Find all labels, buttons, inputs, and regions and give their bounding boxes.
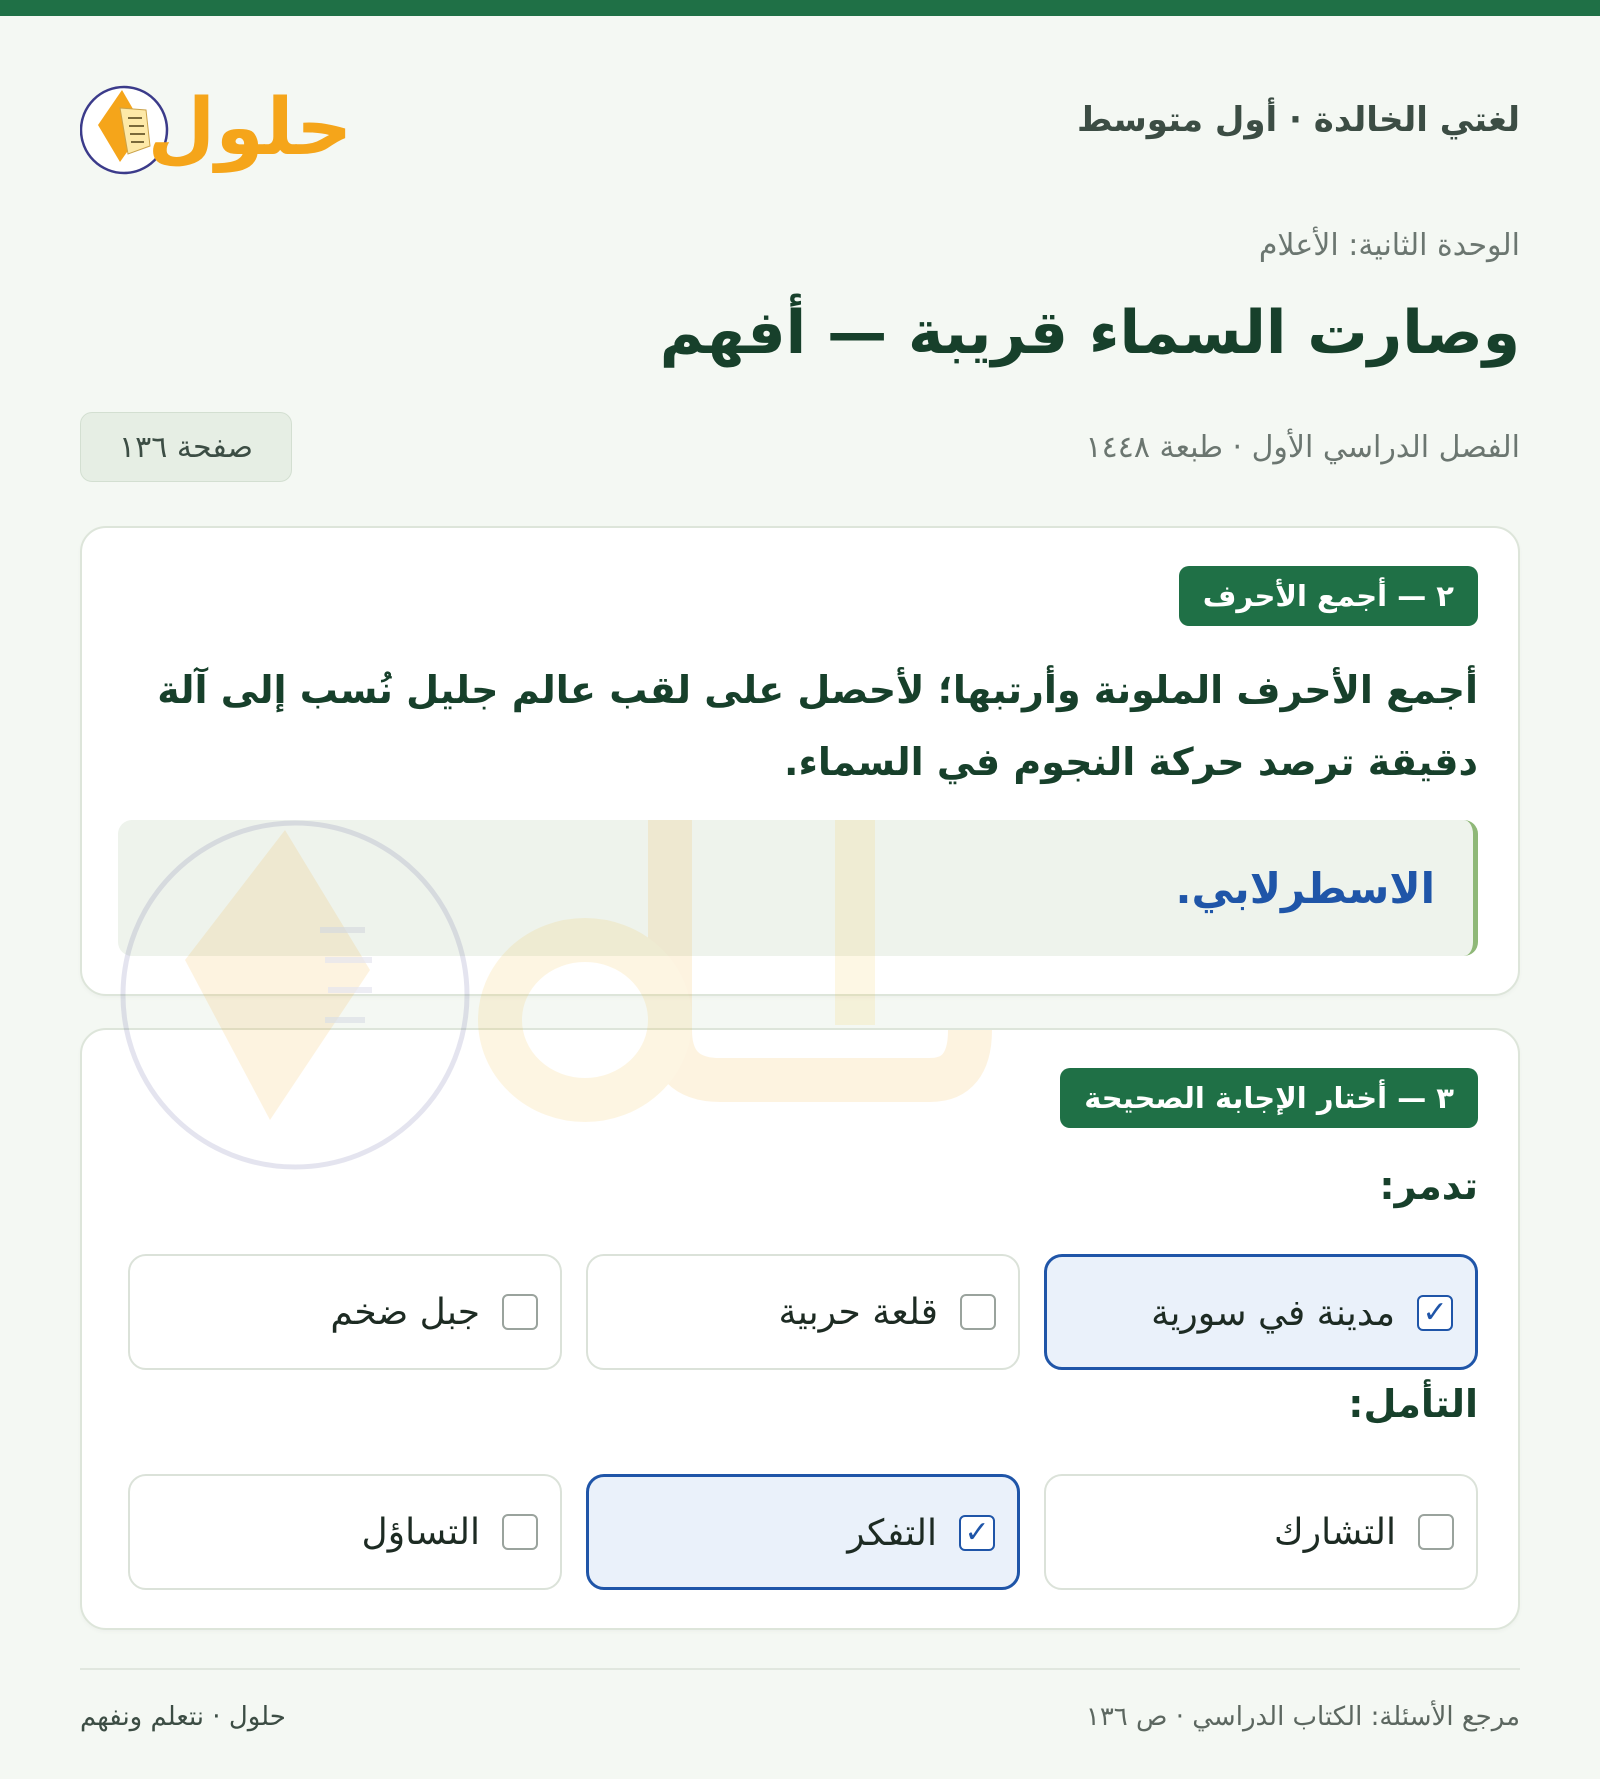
option-label: التساؤل (361, 1512, 480, 1553)
top-accent-bar (0, 0, 1600, 16)
question-2-badge: ٢ — أجمع الأحرف (1179, 566, 1478, 626)
book-title: لغتي الخالدة · أول متوسط (1076, 100, 1520, 140)
answer-box (118, 820, 1478, 956)
question-3-card (80, 1028, 1520, 1630)
option-label: التفكر (847, 1513, 937, 1554)
page-number-badge: صفحة ١٣٦ (80, 412, 292, 482)
checkbox-checked-icon[interactable]: ✓ (1417, 1295, 1453, 1331)
option-sharing[interactable] (1044, 1474, 1478, 1590)
option-huge-mountain[interactable] (128, 1254, 562, 1370)
answer-text: الاسطرلابي. (1175, 864, 1435, 913)
sub-question-word: تدمر: (1379, 1164, 1478, 1208)
question-2-card (80, 526, 1520, 996)
hulul-logo (80, 70, 360, 180)
footer-divider (80, 1668, 1520, 1670)
option-questioning[interactable] (128, 1474, 562, 1590)
logo-wordmark: حلول (147, 83, 353, 173)
option-city-in-syria[interactable] (1044, 1254, 1478, 1370)
checkbox-icon[interactable] (1418, 1514, 1454, 1550)
checkbox-icon[interactable] (502, 1294, 538, 1330)
unit-label: الوحدة الثانية: الأعلام (1258, 228, 1520, 263)
option-contemplation[interactable] (586, 1474, 1020, 1590)
checkbox-checked-icon[interactable]: ✓ (959, 1515, 995, 1551)
lesson-title: وصارت السماء قريبة — أفهم (659, 298, 1520, 368)
sub-question-word: التأمل: (1348, 1382, 1478, 1426)
option-label: جبل ضخم (330, 1292, 480, 1333)
page-header (80, 62, 1520, 192)
checkbox-icon[interactable] (502, 1514, 538, 1550)
option-military-castle[interactable] (586, 1254, 1020, 1370)
checkbox-icon[interactable] (960, 1294, 996, 1330)
question-2-text: أجمع الأحرف الملونة وأرتبها؛ لأحصل على لقب عالم جليل نُسب إلى آلة دقيقة ترصد حركة النجوم في السماء. (157, 668, 1478, 784)
option-label: قلعة حربية (778, 1292, 938, 1333)
option-label: مدينة في سورية (1151, 1293, 1395, 1334)
option-label: التشارك (1274, 1512, 1396, 1553)
footer-brand: حلول · نتعلم ونفهم (80, 1702, 286, 1732)
footer-reference: مرجع الأسئلة: الكتاب الدراسي · ص ١٣٦ (1085, 1702, 1520, 1732)
question-3-badge: ٣ — أختار الإجابة الصحيحة (1060, 1068, 1478, 1128)
edition-label: الفصل الدراسي الأول · طبعة ١٤٤٨ (1085, 430, 1520, 465)
